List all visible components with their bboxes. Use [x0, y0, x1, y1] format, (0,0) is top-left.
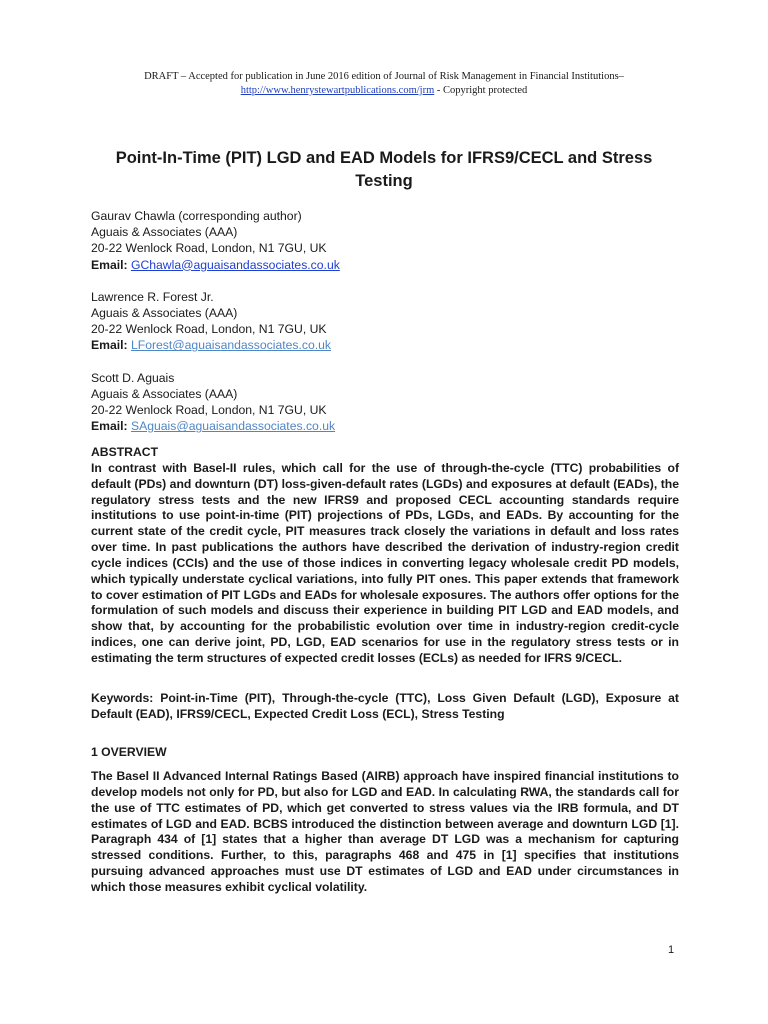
author-email-line: [91, 257, 691, 273]
email-label: Email:: [91, 419, 131, 434]
author-block: [91, 289, 691, 354]
email-label: Email:: [91, 257, 131, 272]
author-block: [91, 208, 691, 273]
keywords-label: Keywords:: [91, 691, 161, 705]
header-url-line: [60, 84, 708, 98]
draft-notice: DRAFT – Accepted for publication in June 2016 edition of Journal of Risk Management in Financial Institutions–: [144, 71, 624, 82]
email-label: Email:: [91, 338, 131, 353]
abstract-heading: ABSTRACT: [91, 445, 159, 459]
copyright-notice: - Copyright protected: [434, 85, 528, 96]
page-number: 1: [668, 944, 675, 956]
keywords-text: Point-in-Time (PIT), Through-the-cycle (TTC), Loss Given Default (LGD), Exposure at Default (EAD), IFRS9/CECL, Expected Credit Loss (ECL), Stress Testing: [91, 691, 679, 721]
author-address: 20-22 Wenlock Road, London, N1 7GU, UK: [91, 322, 327, 337]
abstract-section: [91, 445, 679, 667]
author-list: [91, 208, 691, 450]
author-name: Scott D. Aguais: [91, 370, 175, 385]
paper-title: Point-In-Time (PIT) LGD and EAD Models for IFRS9/CECL and Stress Testing: [115, 149, 653, 190]
author-affiliation: Aguais & Associates (AAA): [91, 306, 238, 321]
author-email-link[interactable]: SAguais@aguaisandassociates.co.uk: [130, 419, 336, 434]
abstract-text: In contrast with Basel-II rules, which call for the use of through-the-cycle (TTC) probabilities of default (PDs) and downturn (DT) loss-given-default rates (LGDs) and exposures at default (EADs), the regulatory stress tests and the new IFRS9 and proposed CECL accounting standards require institutions to use point-in-time (PIT) projections of PDs, LGDs, and EADs. By accounting for the current state of the credit cycle, PIT measures track closely the variations in default and loss rates over time. In past publications the authors have described the derivation of industry-region credit cycle indices (CCIs) and the use of those indices in converting legacy wholesale credit PD models, which typically understate cyclical variations, into fully PIT ones. This paper extends that framework to cover estimation of PIT LGDs and EADs for wholesale exposures. The authors offer options for the formulation of such models and discuss their experience in building PIT LGD and EAD models, and show that, by accounting for the probabilistic evolution over time in industry-region credit-cycle indices, one can derive joint, PD, LGD, EAD scenarios for use in the regulatory stress tests or in estimating the term structures of expected credit losses (ECLs) as needed for IFRS 9/CECL.: [91, 460, 679, 665]
author-address: 20-22 Wenlock Road, London, N1 7GU, UK: [91, 241, 327, 256]
author-block: [91, 370, 691, 435]
author-name: Gaurav Chawla (corresponding author): [91, 209, 302, 223]
author-email-line: [91, 337, 691, 353]
overview-heading: 1 OVERVIEW: [91, 745, 167, 759]
journal-link[interactable]: http://www.henrystewartpublications.com/jrm: [240, 85, 435, 96]
author-affiliation: Aguais & Associates (AAA): [91, 386, 238, 401]
page-header: [60, 70, 708, 98]
author-email-link[interactable]: GChawla@aguaisandassociates.co.uk: [130, 257, 340, 272]
keywords-section: [91, 691, 679, 723]
author-email-line: [91, 418, 691, 434]
author-email-link[interactable]: LForest@aguaisandassociates.co.uk: [130, 338, 332, 353]
author-affiliation: Aguais & Associates (AAA): [91, 225, 238, 240]
author-name: Lawrence R. Forest Jr.: [91, 289, 214, 304]
author-address: 20-22 Wenlock Road, London, N1 7GU, UK: [91, 403, 327, 418]
overview-text: The Basel II Advanced Internal Ratings Based (AIRB) approach have inspired financial institutions to develop models not only for PD, but also for LGD and EAD. In calculating RWA, the standards call for the use of TTC estimates of PD, which get converted to stress values via the IRB formula, and DT estimates of LGD and EAD. BCBS introduced the distinction between average and downturn LGD [1]. Paragraph 434 of [1] states that a higher than average DT LGD was a mechanism for capturing stressed conditions. Further, to this, paragraphs 468 and 475 in [1] specifies that institutions pursuing advanced approaches must use DT estimates of LGD and EAD under circumstances in which those measures exhibit cyclical volatility.: [91, 769, 679, 894]
